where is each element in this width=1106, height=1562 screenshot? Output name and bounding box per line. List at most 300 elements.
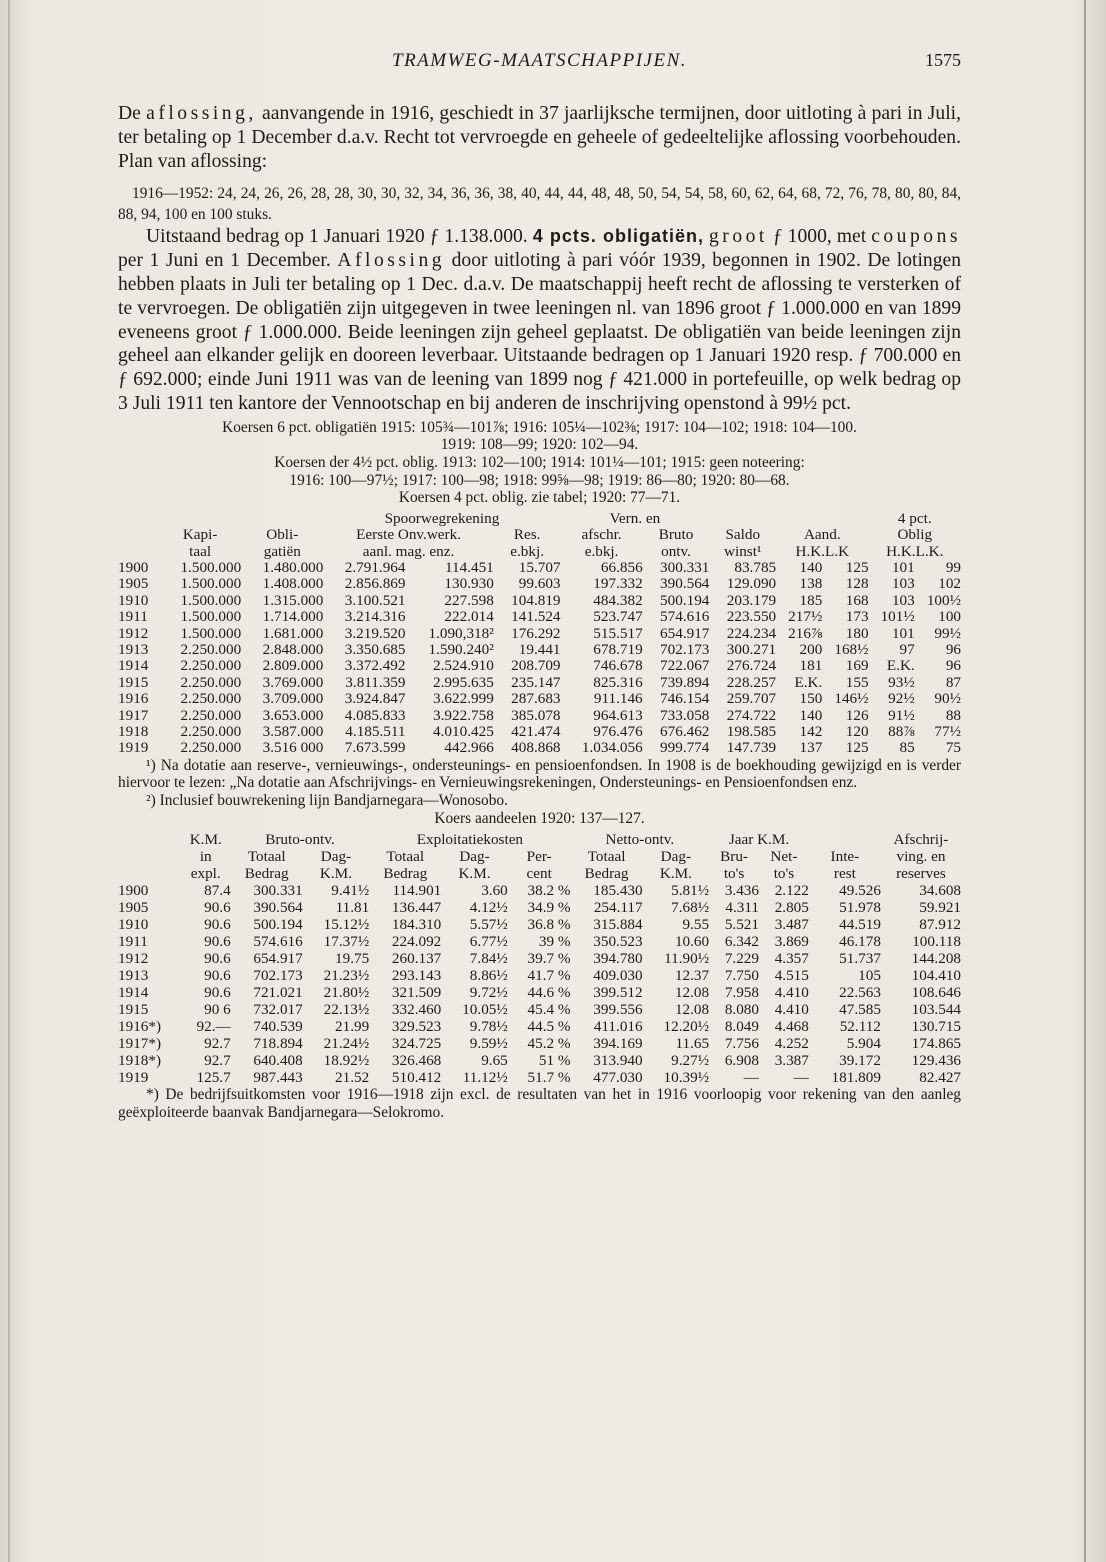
table-cell: 82.427 [919, 1069, 961, 1087]
table-cell: 4.410 [774, 1001, 809, 1019]
table-cell: 101½ [880, 608, 915, 626]
table-cell: 3.436 [724, 882, 759, 900]
table-cell: 1.500.000 [180, 608, 242, 626]
table-cell: 484.382 [593, 591, 643, 609]
table-cell: 100 [938, 608, 961, 626]
table-cell: 87.4 [204, 882, 231, 900]
table-cell: 120 [845, 723, 869, 741]
table-cell: 96 [945, 657, 961, 675]
table-cell: 100.118 [912, 933, 961, 951]
table-cell: 2.250.000 [180, 706, 242, 724]
table-cell: 3.487 [774, 916, 809, 934]
table-cell: 408.868 [511, 739, 561, 757]
table-cell: 92.7 [204, 1035, 231, 1053]
koersen-block [118, 419, 961, 507]
table-cell: 1914 [118, 657, 149, 675]
table-cell: 9.55 [682, 916, 710, 934]
table-cell: 146½ [834, 690, 869, 708]
table-cell: 51.7 % [527, 1069, 571, 1087]
table-row [118, 576, 961, 592]
table-cell: 399.556 [593, 1001, 643, 1019]
table-cell: 1912 [118, 624, 149, 642]
table-cell: 4.010.425 [433, 723, 494, 741]
table-cell: 137 [799, 739, 823, 757]
table-cell: expl. [190, 865, 221, 883]
koersen-line: Koersen 6 pct. obligatiën 1915: 105¾—101⅞; 1916: 105¼—102⅜; 1917: 104—102; 1918: 104—100. [222, 418, 857, 436]
table-cell: 104.819 [511, 591, 561, 609]
table-cell: 90.6 [204, 899, 231, 917]
table-cell: 746.678 [593, 657, 643, 675]
page-number: 1575 [925, 50, 961, 70]
table-cell: 21.23½ [323, 967, 370, 985]
table-cell: 4.410 [774, 984, 809, 1002]
table-cell: 10.60 [674, 933, 710, 951]
table-cell: 733.058 [660, 706, 710, 724]
footnote: ²) Inclusief bouwrekening lijn Bandjarnegara—Wonosobo. [146, 792, 508, 810]
table-cell: 101 [891, 558, 915, 576]
table-cell: 740.539 [253, 1018, 303, 1036]
table-cell: 101 [891, 624, 915, 642]
footnote: ¹) Na dotatie aan reserve-, vernieuwings-, ondersteunings- en pensioenfondsen. In 1908 is de boekhouding gewijzigd en is verder hiervoor te lezen: „Na dotatie aan Afschrijvings- en Vernieuwingsrekeningen, Ondersteunings- en Pensioenfondsen enz. [118, 756, 961, 792]
table-row [118, 933, 961, 950]
table-cell: 102 [938, 575, 961, 593]
table-cell: 22.13½ [323, 1001, 370, 1019]
table-cell: 1.408.000 [262, 575, 324, 593]
table-cell: 44.5 % [527, 1018, 571, 1036]
table-cell: 173 [845, 608, 869, 626]
table-cell: 1916 [118, 690, 149, 708]
table-cell: E.K. [886, 657, 915, 675]
table-cell: 523.747 [593, 608, 643, 626]
table-cell: 1.480.000 [262, 558, 324, 576]
table-cell: 739.894 [660, 673, 710, 691]
table-cell: 1917*) [118, 1035, 162, 1053]
table-cell: 147.739 [726, 739, 777, 757]
table-cell: 15.12½ [323, 916, 370, 934]
table-cell: 45.4 % [527, 1001, 571, 1019]
table-cell: 180 [845, 624, 869, 642]
table-cell: 75 [945, 739, 961, 757]
table-row [118, 1018, 961, 1035]
table-cell: Totaal [587, 848, 626, 866]
table-cell: in [199, 848, 212, 866]
table-cell: 125 [845, 558, 869, 576]
table-cell: 5.57½ [469, 916, 508, 934]
table-cell: 315.884 [593, 916, 643, 934]
table-cell: 3.709.000 [262, 690, 324, 708]
table-cell: 185 [799, 591, 823, 609]
table-cell: 169 [845, 657, 869, 675]
table-cell: 129.090 [726, 575, 777, 593]
table-cell: 103 [891, 575, 915, 593]
table-cell: — [743, 1069, 759, 1087]
table-cell: 3.219.520 [344, 624, 406, 642]
table-row [118, 675, 961, 691]
table-cell: 12.08 [674, 1001, 710, 1019]
table-cell: Dag- [660, 848, 692, 866]
table-cell: 39.7 % [527, 950, 571, 968]
table-cell: 9.27½ [671, 1052, 710, 1070]
table-cell: 103 [891, 591, 915, 609]
table-cell: 142 [799, 723, 823, 741]
table-cell: 235.147 [511, 673, 561, 691]
table-cell: E.K. [794, 673, 823, 691]
table-cell: 2.809.000 [262, 657, 324, 675]
table-cell: 5.81½ [671, 882, 710, 900]
table-cell: 1918*) [118, 1052, 162, 1070]
table-cell: 88 [945, 706, 961, 724]
koersen-line: 1919: 108—99; 1920: 102—94. [440, 436, 639, 454]
table-cell: 7.750 [724, 967, 759, 985]
table-cell: 38.2 % [527, 882, 571, 900]
table-cell: 2.122 [774, 882, 809, 900]
table-cell: 9.59½ [469, 1035, 508, 1053]
table-cell: 385.078 [511, 706, 561, 724]
table-cell [118, 865, 181, 882]
table-cell: 676.462 [660, 723, 710, 741]
table-cell: 2.524.910 [433, 657, 494, 675]
table-cell: 184.310 [391, 916, 442, 934]
table-cell: K.M. [458, 865, 491, 883]
koers-aandeelen: Koers aandeelen 1920: 137—127. [434, 809, 645, 827]
table-cell: 1915 [118, 673, 149, 691]
table-cell: 9.72½ [469, 984, 508, 1002]
table-cell: 88⅞ [888, 723, 915, 741]
table-cell: 176.292 [511, 624, 561, 642]
table-head-row: taal gatiën aanl. mag. enz. e.bkj. e.bkj. ontv. winst¹ H.K.L.K H.K.L.K. [189, 542, 944, 560]
table-head-row [118, 865, 961, 882]
table-cell: 155 [845, 673, 869, 691]
table-spoorwegrekening [118, 511, 961, 757]
table-row [118, 1052, 961, 1069]
table-cell: 18.92½ [323, 1052, 370, 1070]
table-cell: 97 [899, 640, 915, 658]
table-cell: 125.7 [196, 1069, 231, 1087]
table-cell: 91½ [888, 706, 915, 724]
table-cell: 138 [799, 575, 823, 593]
table-cell: 1.500.000 [180, 558, 242, 576]
table-cell: 4.185.511 [345, 723, 406, 741]
table-cell: 9.41½ [331, 882, 370, 900]
table-cell: 300.331 [660, 558, 710, 576]
table-cell: 964.613 [593, 706, 643, 724]
table-cell: 732.017 [253, 1001, 303, 1019]
table-cell: 274.722 [726, 706, 777, 724]
table-cell: 47.585 [839, 1001, 881, 1019]
table-cell: — [793, 1069, 809, 1087]
table-cell: 17.37½ [323, 933, 370, 951]
table-cell: 136.447 [391, 899, 442, 917]
table-cell: 2.250.000 [180, 739, 242, 757]
table-cell: 574.616 [660, 608, 710, 626]
table-row [118, 593, 961, 609]
table-cell: 3.622.999 [433, 690, 494, 708]
table-cell: 19.75 [335, 950, 370, 968]
table-cell: 168½ [834, 640, 869, 658]
table-cell: 66.856 [600, 558, 643, 576]
table-cell: 421.474 [511, 723, 561, 741]
table-row [118, 967, 961, 984]
table-cell: Totaal [247, 848, 286, 866]
table-cell: 1.500.000 [180, 575, 242, 593]
table-cell: 7.958 [724, 984, 759, 1002]
table-cell: 1910 [118, 916, 149, 934]
table-cell: 140 [799, 558, 823, 576]
table-cell: 6.908 [724, 1052, 759, 1070]
table-cell: 976.476 [593, 723, 643, 741]
table-cell: 399.512 [593, 984, 643, 1002]
table-cell: 99 [945, 558, 961, 576]
table-cell: 7.673.599 [344, 739, 406, 757]
footnote: *) De bedrijfsuitkomsten voor 1916—1918 zijn excl. de resultaten van het in 1916 voorloopig voor rekening van den aanleg geëxploiteerde baanvak Bandjarnegara—Selokromo. [118, 1086, 961, 1121]
table-row [118, 916, 961, 933]
paragraph-aflossing: De aflossing, aanvangende in 1916, geschiedt in 37 jaarlijksche termijnen, door uitloting à pari in Juli, ter betaling op 1 December d.a.v. Recht tot vervroegde en geheele of gedeeltelijke aflossing voorbehouden. Plan van aflossing: [118, 103, 961, 172]
table-cell: 126 [845, 706, 869, 724]
table-cell: 93½ [888, 673, 915, 691]
table-cell: 2.856.869 [344, 575, 406, 593]
table-cell: 702.173 [660, 640, 710, 658]
table-cell: 1.315.000 [262, 591, 324, 609]
table-cell: 197.332 [593, 575, 643, 593]
table-cell: 92.7 [204, 1052, 231, 1070]
table-cell: 92.— [196, 1018, 231, 1036]
table-cell: Totaal [386, 848, 425, 866]
table-cell: 1914 [118, 984, 149, 1002]
table-cell: 44.519 [839, 916, 881, 934]
table-cell: reserves [896, 865, 946, 883]
koersen-line: Koersen 4 pct. oblig. zie tabel; 1920: 77—71. [398, 489, 681, 507]
table-cell: 185.430 [593, 882, 643, 900]
table-cell: 9.78½ [469, 1018, 508, 1036]
table-cell: 1918 [118, 723, 149, 741]
table-cell: 10.05½ [462, 1001, 508, 1019]
table-cell: 228.257 [726, 673, 777, 691]
table-cell: 11.65 [675, 1035, 710, 1053]
table-cell: 8.080 [724, 1001, 759, 1019]
table-cell: 77½ [934, 723, 961, 741]
table-row [118, 740, 961, 756]
table-cell: to's [723, 865, 745, 883]
table-head-row [118, 848, 961, 865]
table-cell: 129.436 [911, 1052, 961, 1070]
table-cell: 114.451 [444, 558, 494, 576]
table-cell: 3.60 [481, 882, 508, 900]
aflossing-plan: 1916—1952: 24, 24, 26, 26, 28, 28, 30, 30, 32, 34, 36, 36, 38, 40, 44, 44, 48, 48, 50, 54, 54, 58, 60, 62, 64, 68, 72, 76, 78, 80, 80, 84, 88, 94, 100 en 100 stuks. [118, 185, 961, 224]
table-head-row: Kapi- Obli- Eerste Onv.werk. Res. afschr. Bruto Saldo Aand. Oblig [182, 526, 933, 544]
table-row [118, 882, 961, 899]
table-cell: 223.550 [726, 608, 777, 626]
table-cell: 300.271 [726, 640, 777, 658]
table-cell: 1917 [118, 706, 149, 724]
table-cell: 4.12½ [469, 899, 508, 917]
table-cell: 90.6 [204, 950, 231, 968]
table-cell: 2.250.000 [180, 640, 242, 658]
footnotes-2 [118, 1086, 961, 1121]
table-cell: 21.99 [335, 1018, 370, 1036]
table-head-row: Spoorwegrekening Vern. en 4 pct. [384, 509, 932, 527]
table-cell: cent [526, 865, 552, 883]
table-row [118, 1035, 961, 1052]
table-cell: 130.930 [444, 575, 494, 593]
table-cell: 1900 [118, 558, 149, 576]
table-cell: 222.014 [444, 608, 494, 626]
table-cell: 515.517 [593, 624, 643, 642]
table-cell: 99.603 [518, 575, 561, 593]
table-cell: 1905 [118, 575, 149, 593]
table-row [118, 642, 961, 658]
table-cell: 87.912 [919, 916, 961, 934]
table-cell: 654.917 [253, 950, 303, 968]
table-cell: 260.137 [391, 950, 442, 968]
table-cell: 168 [845, 591, 869, 609]
table-cell: 12.08 [674, 984, 710, 1002]
table-cell: 2.995.635 [433, 673, 494, 691]
table-cell: 702.173 [253, 967, 303, 985]
table-cell: 11.90½ [664, 950, 710, 968]
table-cell: 59.921 [919, 899, 961, 917]
table-cell [118, 848, 181, 865]
table-cell: 198.585 [726, 723, 777, 741]
table-row [118, 984, 961, 1001]
koersen-line: Koersen der 4½ pct. oblig. 1913: 102—100; 1914: 101¼—101; 1915: geen noteering: [274, 453, 805, 471]
table-cell: 3.372.492 [344, 657, 406, 675]
table-cell: 254.117 [593, 899, 643, 917]
table-cell: 394.169 [593, 1035, 643, 1053]
table-cell: 90 6 [204, 1001, 231, 1019]
table-cell: 477.030 [593, 1069, 643, 1087]
table-cell: 7.68½ [671, 899, 710, 917]
table-cell: 108.646 [911, 984, 961, 1002]
table-cell: 9.65 [481, 1052, 508, 1070]
table-cell: 1919 [118, 1069, 149, 1087]
table-cell: K.M. [319, 865, 352, 883]
bold-heading: 4 pcts. obligatiën, [532, 226, 704, 247]
table-cell: 21.24½ [323, 1035, 370, 1053]
table-cell: 90.6 [204, 933, 231, 951]
table-cell: 92½ [888, 690, 915, 708]
table-cell: 746.154 [660, 690, 710, 708]
table-cell: 1919 [118, 739, 149, 757]
table-cell: 3.350.685 [344, 640, 406, 658]
table-row [118, 899, 961, 916]
table-cell: 140 [799, 706, 823, 724]
table-cell: 4.515 [774, 967, 809, 985]
table-row [118, 1001, 961, 1018]
table-cell: 1913 [118, 640, 149, 658]
table-cell: 49.526 [839, 882, 881, 900]
footnotes-1 [118, 757, 961, 827]
table-cell: 11.12½ [462, 1069, 508, 1087]
table-cell: 324.725 [391, 1035, 442, 1053]
table-cell: 105 [858, 967, 881, 985]
table-cell: 34.9 % [527, 899, 571, 917]
table-cell: 141.524 [511, 608, 561, 626]
table-cell: 390.564 [660, 575, 710, 593]
table-cell: 10.39½ [663, 1069, 710, 1087]
table-cell: 1905 [118, 899, 149, 917]
table-cell: 51.978 [839, 899, 881, 917]
table-cell: Bedrag [383, 865, 428, 883]
table-cell: to's [773, 865, 795, 883]
table-cell: 2.250.000 [180, 673, 242, 691]
table-cell: 1.590.240² [428, 640, 494, 658]
table-cell: 390.564 [253, 899, 303, 917]
table-cell: 11.81 [335, 899, 370, 917]
page-body [118, 102, 961, 1121]
table-cell: Bedrag [584, 865, 629, 883]
table-row [118, 658, 961, 674]
table-cell: 45.2 % [527, 1035, 571, 1053]
table-cell: 7.84½ [469, 950, 508, 968]
table-cell: Per- [526, 848, 552, 866]
table-cell: 411.016 [593, 1018, 643, 1036]
table-cell: 4.357 [774, 950, 809, 968]
table-cell: 39 % [538, 933, 571, 951]
table-cell: 19.441 [518, 640, 561, 658]
table-cell: 3.811.359 [345, 673, 406, 691]
table-cell: 144.208 [911, 950, 961, 968]
table-cell: 1916*) [118, 1018, 162, 1036]
table-cell: 1.714.000 [262, 608, 324, 626]
table-cell: 6.77½ [469, 933, 508, 951]
table-cell: Dag- [459, 848, 490, 866]
table-cell: 22.563 [839, 984, 881, 1002]
table-cell: rest [833, 865, 856, 883]
table-cell: Net- [770, 848, 798, 866]
table-cell: 103.544 [911, 1001, 961, 1019]
table-cell: 96 [945, 640, 961, 658]
table-cell: 5.904 [846, 1035, 881, 1053]
table-cell: Inte- [830, 848, 860, 866]
table-cell: 8.049 [724, 1018, 759, 1036]
table-cell: 216⅞ [788, 624, 823, 642]
table-cell: 46.178 [839, 933, 881, 951]
table-cell: 34.608 [919, 882, 961, 900]
table-cell: 3.653.000 [262, 706, 324, 724]
table-cell: 200 [799, 640, 823, 658]
table-cell: 217½ [788, 608, 823, 626]
table-cell: 394.780 [593, 950, 643, 968]
table-cell: 3.214.316 [344, 608, 406, 626]
table-cell: 12.37 [674, 967, 710, 985]
table-cell: 4.311 [725, 899, 759, 917]
table-cell: 1910 [118, 591, 149, 609]
table-cell: 678.719 [593, 640, 643, 658]
table-cell: 2.250.000 [180, 723, 242, 741]
table-cell: 442.966 [444, 739, 494, 757]
table-cell: 1.500.000 [180, 624, 242, 642]
table-cell: ving. en [896, 848, 946, 866]
running-title: TRAMWEG-MAATSCHAPPIJEN. [392, 50, 687, 71]
table-cell: 2.805 [774, 899, 809, 917]
table-cell: 350.523 [593, 933, 643, 951]
table-cell: 6.342 [724, 933, 759, 951]
table-cell: 321.509 [391, 984, 442, 1002]
table-row [118, 609, 961, 625]
table-row [118, 708, 961, 724]
table-cell: 174.865 [911, 1035, 961, 1053]
table-cell: 52.112 [839, 1018, 881, 1036]
table-cell: 5.521 [724, 916, 759, 934]
table-row [118, 724, 961, 740]
table-cell: K.M. [659, 865, 692, 883]
table-cell: 259.707 [726, 690, 777, 708]
table-cell: 1913 [118, 967, 149, 985]
table-cell: Bedrag [244, 865, 289, 883]
table-row [118, 560, 961, 576]
table-cell: 83.785 [734, 558, 777, 576]
table-cell: 36.8 % [527, 916, 571, 934]
